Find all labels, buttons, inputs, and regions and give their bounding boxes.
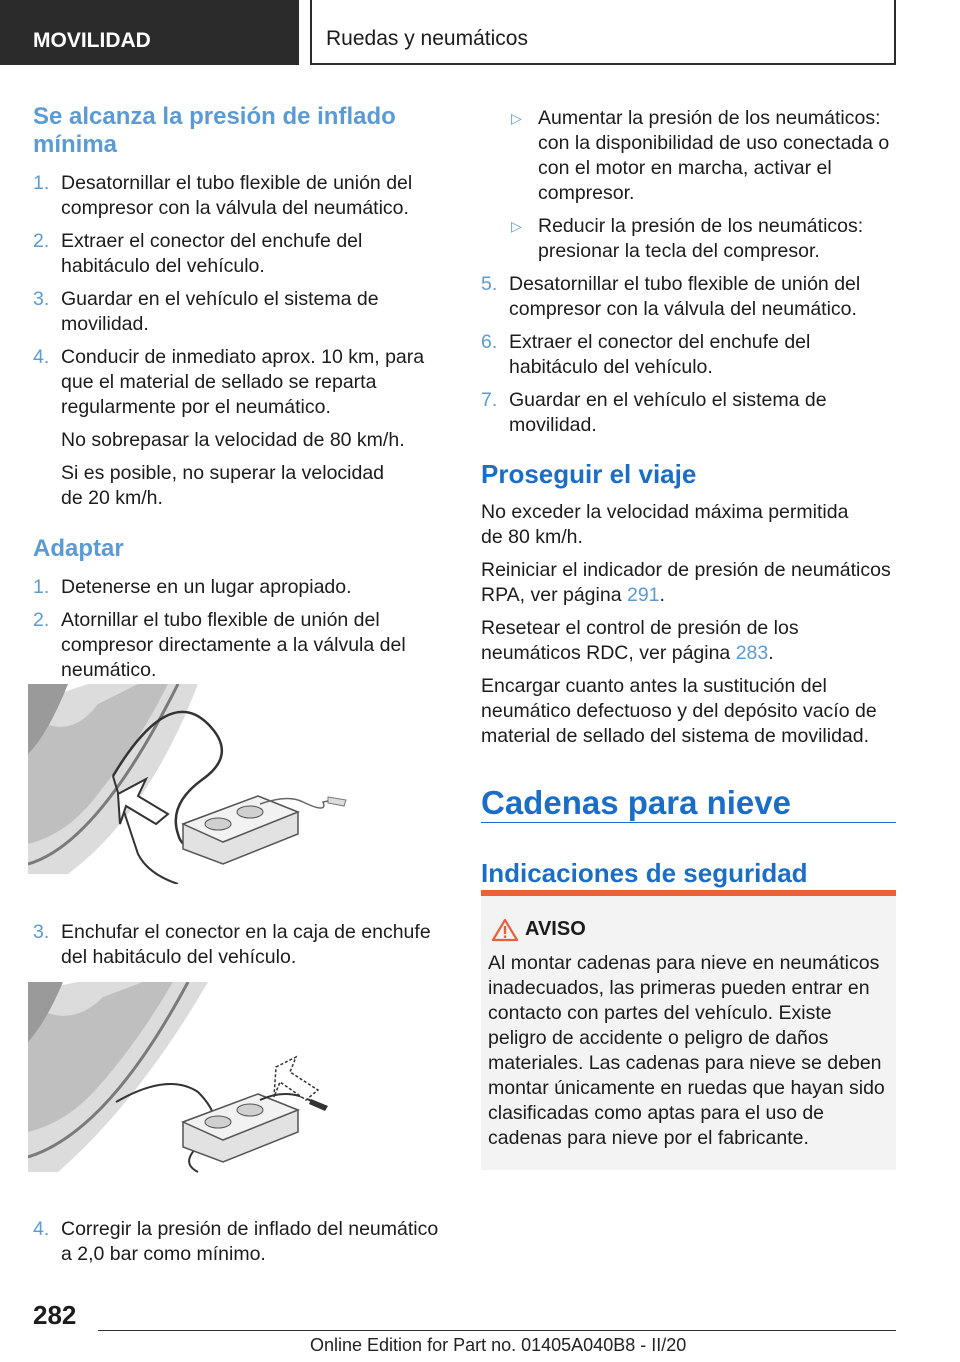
- step-text: Desatornillar el tubo flexible de unión del compresor con la válvula del neumático.: [61, 172, 413, 219]
- warning-triangle-icon: [491, 918, 519, 942]
- list-item: [481, 214, 896, 264]
- list-item: [33, 229, 451, 279]
- warning-text: Al montar cadenas para nieve en neumáticos inadecuados, las primeras pueden entrar en contacto con partes del vehículo. Existe peligro de accidente o peligro de daños materiales. Las cadenas para nieve se deben montar únicamente en ruedas que hayan sido clasificadas como aptas para el uso de cadenas para nieve por el fabricante.: [488, 952, 885, 1149]
- step-number: 1.: [33, 172, 50, 194]
- rpa-text: [481, 558, 896, 608]
- page-number: 282: [33, 1300, 77, 1330]
- page-link-283[interactable]: 283: [735, 642, 769, 664]
- steps-list-right: [481, 272, 896, 438]
- list-item: [33, 608, 451, 683]
- heading-adapt: Adaptar: [33, 535, 124, 562]
- step-text: Atornillar el tubo flexible de unión del compresor directamente a la válvula del neumático.: [61, 609, 406, 681]
- triangle-bullet-icon: ▷: [511, 218, 522, 234]
- step-text: Conducir de inmediato aprox. 10 km, para que el material de sellado se reparta regularmente por el neumático.: [61, 346, 425, 418]
- bullet-text: Aumentar la presión de los neumáticos: con la disponibilidad de uso conectada o con el motor en marcha, activar el compresor.: [538, 107, 890, 204]
- steps-list-3: [33, 920, 451, 970]
- step-text: Guardar en el vehículo el sistema de movilidad.: [61, 288, 379, 335]
- pressure-bullets: [481, 106, 896, 264]
- steps-list-4: [33, 1217, 451, 1267]
- step-4-block: [33, 1217, 451, 1275]
- rdc-text-end: .: [768, 642, 774, 664]
- step-text: Guardar en el vehículo el sistema de movilidad.: [509, 389, 827, 436]
- chapter-title: Ruedas y neumáticos: [310, 0, 896, 65]
- step-number: 2.: [33, 230, 50, 252]
- speed-note-20: Si es posible, no superar la velocidad de 20 km/h.: [61, 462, 385, 509]
- speed-note-80: No sobrepasar la velocidad de 80 km/h.: [61, 429, 405, 451]
- step-number: 3.: [33, 921, 50, 943]
- list-item: [481, 388, 896, 438]
- speed-limit-text: No exceder la velocidad máxima permitida de 80 km/h.: [481, 501, 849, 548]
- step-text: Desatornillar el tubo flexible de unión del compresor con la válvula del neumático.: [509, 273, 861, 320]
- compressor-socket-illustration: [28, 982, 358, 1182]
- warning-box: [481, 890, 896, 1170]
- list-item: [481, 106, 896, 206]
- heading-safety: Indicaciones de seguridad: [481, 858, 808, 888]
- replace-tire-text: Encargar cuanto antes la sustitución del neumático defectuoso y del depósito vacío de material de sellado del sistema de movilidad.: [481, 675, 877, 747]
- footer-rule: [98, 1330, 896, 1331]
- left-column: [33, 100, 451, 691]
- step-number: 2.: [33, 609, 50, 631]
- heading-snow-chains: Cadenas para nieve: [481, 784, 791, 821]
- list-item: [481, 272, 896, 322]
- step-number: 5.: [481, 273, 498, 295]
- rpa-text-end: .: [659, 584, 665, 606]
- heading-rule: [481, 822, 896, 823]
- right-column: [481, 100, 896, 889]
- step-text: Extraer el conector del enchufe del habitáculo del vehículo.: [61, 230, 363, 277]
- bullet-text: Reducir la presión de los neumáticos: presionar la tecla del compresor.: [538, 215, 864, 262]
- page-link-291[interactable]: 291: [626, 584, 660, 606]
- step-number: 1.: [33, 576, 50, 598]
- step-text: Enchufar el conector en la caja de enchufe del habitáculo del vehículo.: [61, 921, 431, 968]
- heading-continue: Proseguir el viaje: [481, 459, 697, 489]
- rdc-text-main: Resetear el control de presión de los neumáticos RDC, ver página: [481, 617, 799, 664]
- heading-min-pressure: Se alcanza la presión de inflado mínima: [33, 103, 396, 158]
- list-item: [33, 345, 451, 420]
- step-number: 7.: [481, 389, 498, 411]
- rdc-text: [481, 616, 896, 666]
- steps-list-2: [33, 575, 451, 683]
- compressor-valve-illustration: [28, 684, 358, 884]
- section-tab: MOVILIDAD: [0, 0, 299, 65]
- warning-title: AVISO: [525, 918, 586, 940]
- step-number: 4.: [33, 346, 50, 368]
- steps-list-1: [33, 171, 451, 420]
- step-number: 4.: [33, 1218, 50, 1240]
- list-item: [33, 575, 451, 600]
- rpa-text-main: Reiniciar el indicador de presión de neumáticos RPA, ver página: [481, 559, 891, 606]
- list-item: [33, 1217, 451, 1267]
- triangle-bullet-icon: ▷: [511, 110, 522, 126]
- list-item: [33, 920, 451, 970]
- step-3-block: [33, 920, 451, 978]
- list-item: [481, 330, 896, 380]
- list-item: [33, 171, 451, 221]
- footer-edition: Online Edition for Part no. 01405A040B8 - II/20: [310, 1335, 687, 1355]
- step-number: 3.: [33, 288, 50, 310]
- list-item: [33, 287, 451, 337]
- step-text: Extraer el conector del enchufe del habitáculo del vehículo.: [509, 331, 811, 378]
- step-text: Detenerse en un lugar apropiado.: [61, 576, 352, 598]
- step-number: 6.: [481, 331, 498, 353]
- step-text: Corregir la presión de inflado del neumático a 2,0 bar como mínimo.: [61, 1218, 439, 1265]
